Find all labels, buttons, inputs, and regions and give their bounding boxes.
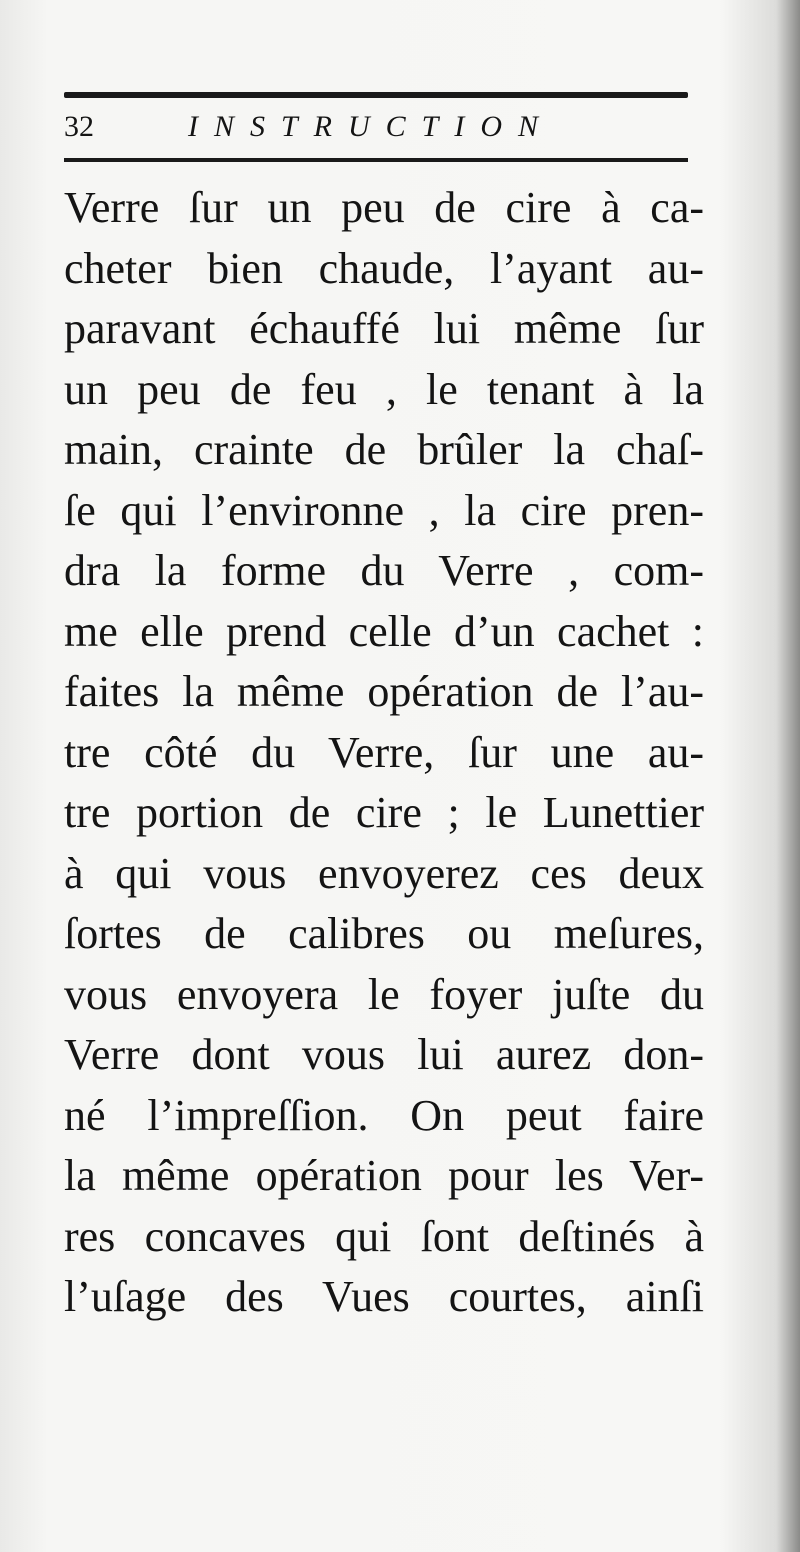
text-line: me elle prend celle d’un cachet :: [64, 606, 704, 656]
body-text: [64, 178, 704, 1328]
text-line: Verre ſur un peu de cire à ca-: [64, 183, 704, 232]
text-line: à qui vous envoyerez ces deux: [64, 848, 704, 898]
text-line: ſortes de calibres ou meſures,: [64, 909, 704, 958]
running-title: INSTRUCTION: [188, 110, 555, 143]
text-line: tre portion de cire ; le Lunettier: [64, 788, 704, 837]
text-line: paravant échauffé lui même ſur: [64, 304, 704, 353]
text-line: Verre dont vous lui aurez don-: [64, 1030, 704, 1079]
text-line: l’uſage des Vues courtes, ainſi: [64, 1272, 704, 1321]
page-number: 32: [64, 110, 94, 143]
text-line: tre côté du Verre, ſur une au-: [64, 727, 704, 777]
text-line: main, crainte de brûler la chaſ-: [64, 425, 704, 474]
text-line: dra la forme du Verre , com-: [64, 546, 704, 595]
text-line: né l’impreſſion. On peut faire: [64, 1090, 704, 1140]
text-line: vous envoyera le foyer juſte du: [64, 969, 704, 1019]
text-line: un peu de feu , le tenant à la: [64, 364, 704, 414]
text-line: ſe qui l’environne , la cire pren-: [64, 485, 704, 535]
text-line: la même opération pour les Ver-: [64, 1151, 704, 1200]
header-rule: [64, 158, 688, 162]
text-line: res concaves qui ſont deſtinés à: [64, 1211, 704, 1261]
top-rule: [64, 92, 688, 98]
text-line: cheter bien chaude, l’ayant au-: [64, 243, 704, 293]
running-header: [64, 108, 688, 152]
text-line: faites la même opération de l’au-: [64, 667, 704, 716]
